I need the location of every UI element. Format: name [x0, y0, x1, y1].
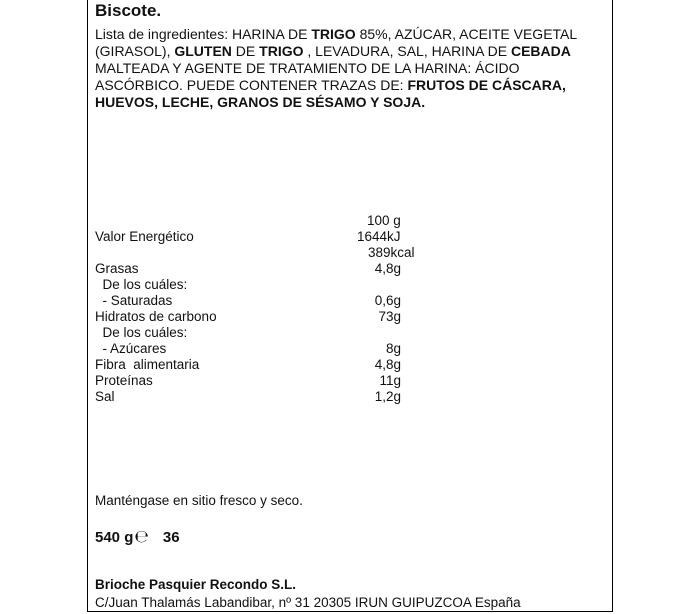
nutrition-row-label: Fibra alimentaria	[95, 357, 200, 372]
ingredient-text: MALTEADA Y AGENTE DE TRATAMIENTO DE LA HARINA: ÁCIDO ASCÓRBICO. PUEDE CONTENER TRAZAS DE:	[95, 60, 520, 93]
nutrition-row-label: De los cuáles:	[95, 325, 188, 340]
allergen-text: GLUTEN	[174, 43, 232, 59]
estimated-sign-icon: ℮	[134, 527, 149, 547]
nutrition-row-value: 4,8g	[374, 357, 401, 372]
nutrition-row-label: Sal	[95, 389, 115, 404]
energy-kcal-value: 389kcal	[368, 245, 415, 260]
ingredient-text: DE	[231, 43, 260, 59]
net-weight: 540 g	[95, 528, 134, 546]
nutrition-row-value: 1,2g	[374, 389, 401, 404]
energy-kj-value: 1644kJ	[357, 229, 401, 244]
allergen-text: CEBADA	[510, 43, 571, 59]
nutrition-row-value: 8g	[385, 341, 401, 356]
unit-count: 36	[162, 528, 180, 546]
ingredients-list	[95, 26, 605, 111]
allergen-text: FRUTOS DE CÁSCARA, HUEVOS, LECHE, GRANOS DE SÉSAMO Y SOJA.	[95, 77, 566, 110]
nutrition-row-label: - Saturadas	[95, 293, 173, 308]
company-address: C/Juan Thalamás Labandibar, nº 31 20305 IRUN GUIPUZCOA España	[95, 595, 521, 610]
nutrition-row-label: Proteínas	[95, 373, 153, 388]
nutrition-row-value: 11g	[379, 373, 401, 388]
ingredient-text: Lista de ingredientes: HARINA DE	[95, 26, 312, 42]
nutrition-row-label: De los cuáles:	[95, 277, 188, 292]
company-name: Brioche Pasquier Recondo S.L.	[95, 577, 297, 592]
nutrition-row-label: - Azúcares	[95, 341, 167, 356]
product-title: Biscote.	[95, 1, 162, 20]
storage-instructions: Manténgase en sitio fresco y seco.	[95, 493, 303, 508]
nutrition-row-value: 0,6g	[374, 293, 401, 308]
nutrition-per-header: 100 g	[367, 213, 401, 228]
ingredient-text: , LEVADURA, SAL, HARINA DE	[303, 43, 511, 59]
ingredient-text: 85%, AZÚCAR, ACEITE VEGETAL (GIRASOL),	[95, 26, 577, 59]
energy-label: Valor Energético	[95, 229, 194, 244]
allergen-text: TRIGO	[259, 43, 304, 59]
nutrition-row-label: Hidratos de carbono	[95, 309, 217, 324]
net-weight-row	[95, 527, 180, 547]
allergen-text: TRIGO	[311, 26, 356, 42]
nutrition-row-value: 73g	[378, 309, 401, 324]
nutrition-row-value: 4,8g	[374, 261, 401, 276]
nutrition-row-label: Grasas	[95, 261, 139, 276]
